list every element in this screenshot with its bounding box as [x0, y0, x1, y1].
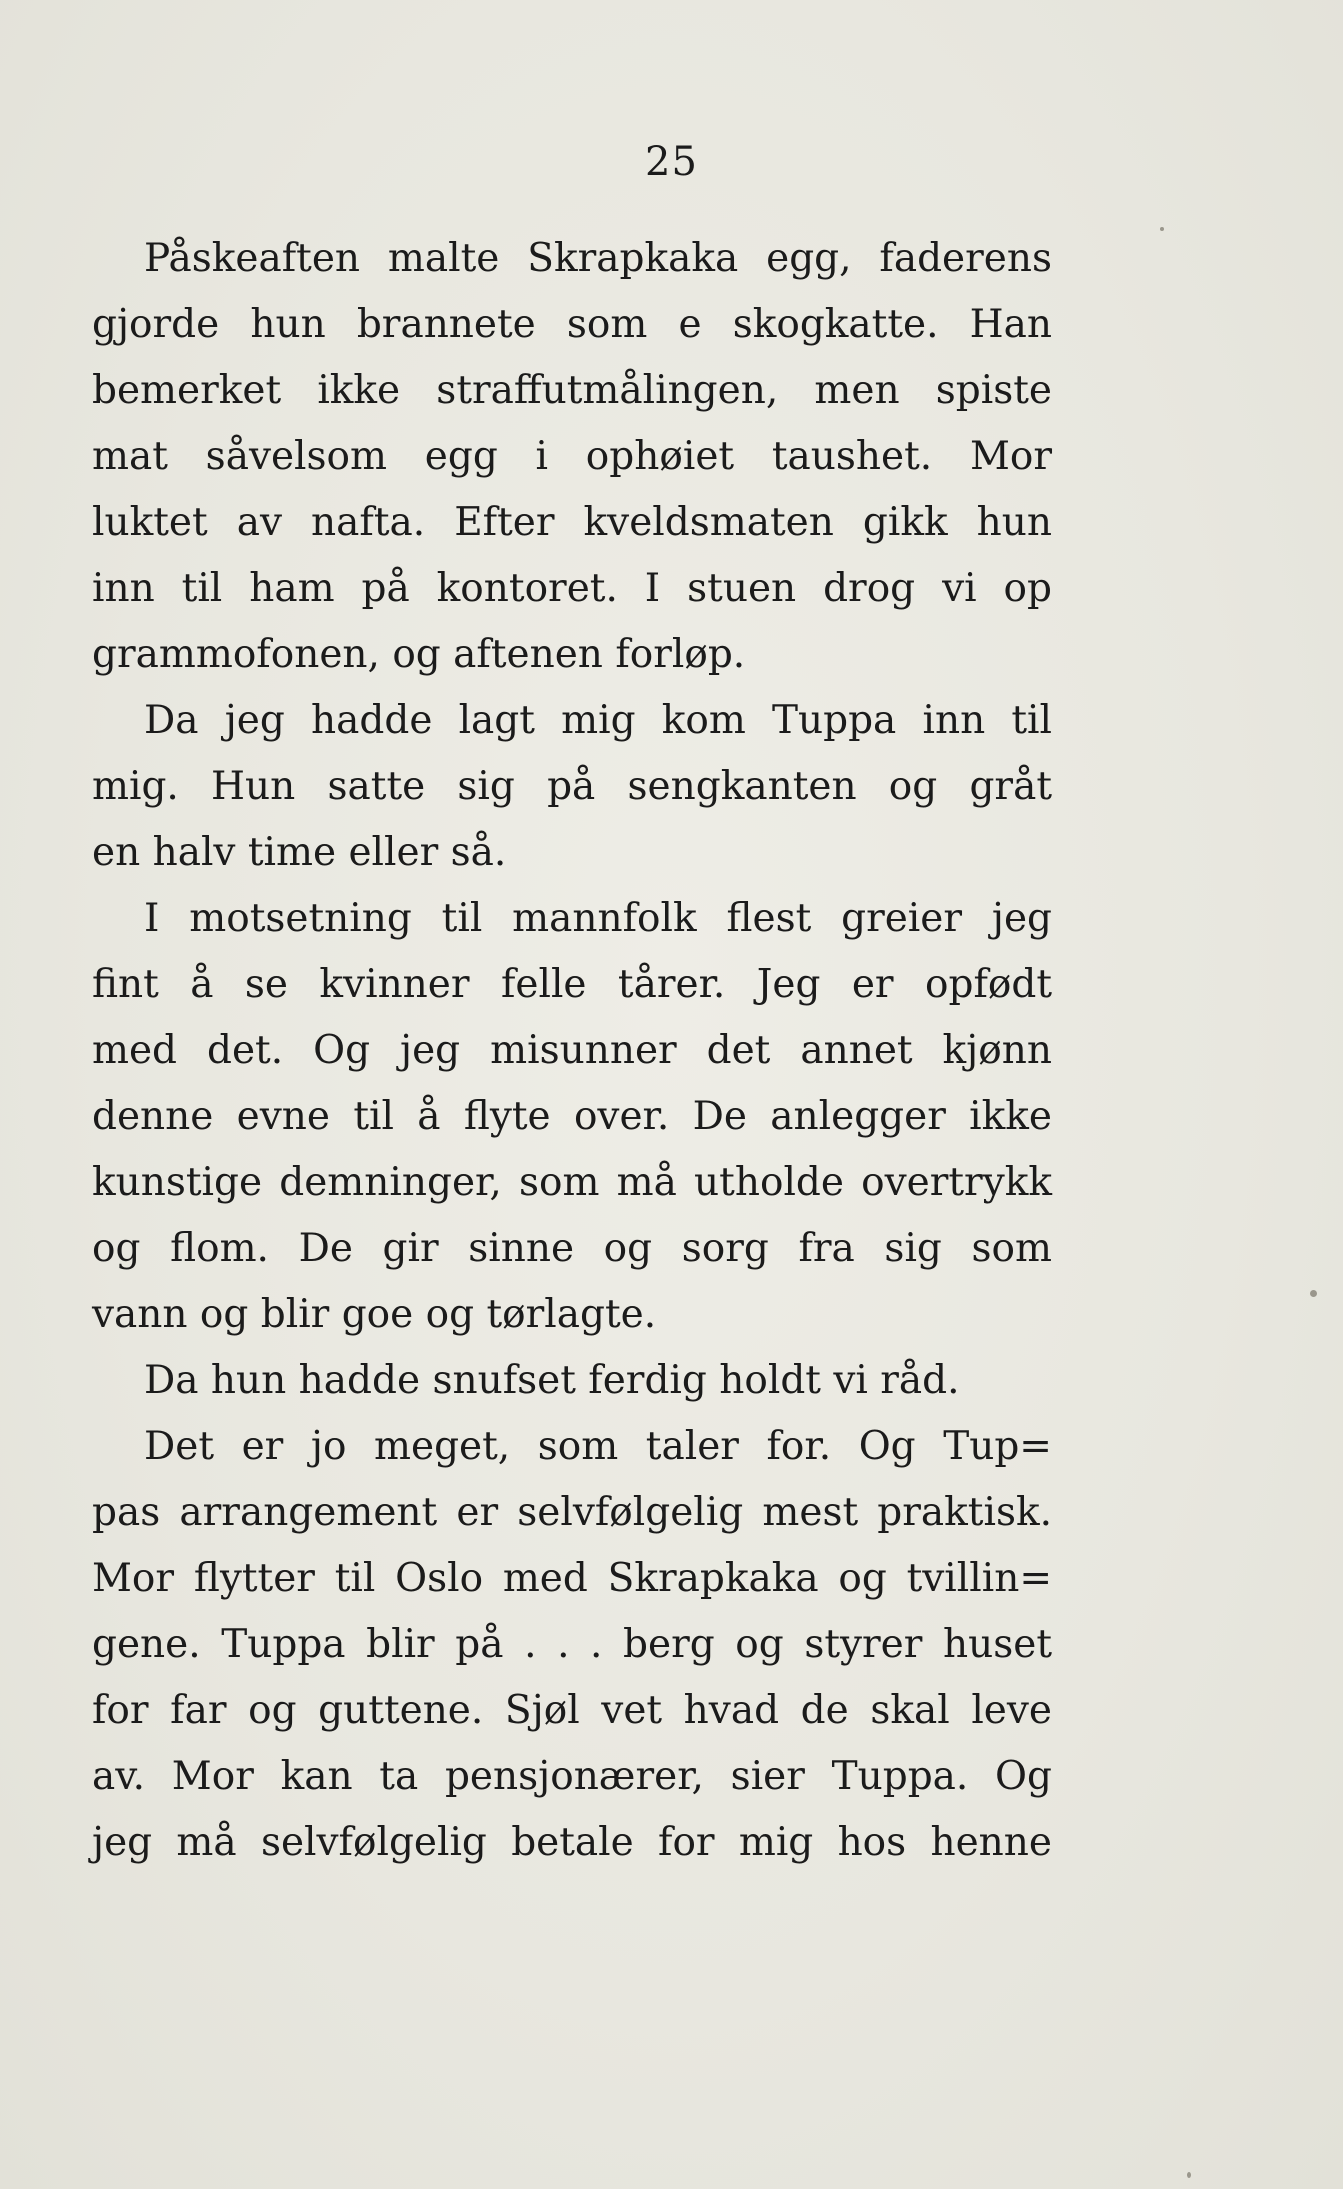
text-line: pas arrangement er selvfølgelig mest praktisk. [92, 1490, 1052, 1535]
text-line: Da jeg hadde lagt mig kom Tuppa inn til [144, 698, 1052, 743]
text-line: grammofonen, og aftenen forløp. [92, 632, 746, 677]
page-number: 25 [645, 139, 698, 185]
text-line: bemerket ikke straffutmålingen, men spiste [92, 368, 1052, 413]
text-line: en halv time eller så. [92, 830, 507, 875]
text-line: gene. Tuppa blir på . . . berg og styrer huset [92, 1622, 1052, 1667]
text-line: av. Mor kan ta pensjonærer, sier Tuppa. Og [92, 1754, 1052, 1799]
text-line: Påskeaften malte Skrapkaka egg, faderens [144, 236, 1052, 281]
text-line: I motsetning til mannfolk flest greier jeg [144, 896, 1052, 941]
paper-speck [1310, 1290, 1317, 1297]
paper-speck [1160, 227, 1164, 231]
text-line: jeg må selvfølgelig betale for mig hos henne [92, 1820, 1052, 1865]
text-line: kunstige demninger, som må utholde overtrykk [92, 1160, 1052, 1205]
text-line: denne evne til å flyte over. De anlegger ikke [92, 1094, 1052, 1139]
text-line: Mor flytter til Oslo med Skrapkaka og tvillin= [92, 1556, 1052, 1601]
body-text [92, 226, 1052, 1876]
text-line: vann og blir goe og tørlagte. [92, 1292, 657, 1337]
text-line: mat såvelsom egg i ophøiet taushet. Mor [92, 434, 1052, 479]
text-line: gjorde hun brannete som e skogkatte. Han [92, 302, 1052, 347]
text-line: med det. Og jeg misunner det annet kjønn [92, 1028, 1052, 1073]
text-line: fint å se kvinner felle tårer. Jeg er opfødt [92, 962, 1052, 1007]
text-line: Det er jo meget, som taler for. Og Tup= [144, 1424, 1052, 1469]
text-line: Da hun hadde snufset ferdig holdt vi råd. [144, 1358, 960, 1403]
text-line: for far og guttene. Sjøl vet hvad de skal leve [92, 1688, 1052, 1733]
text-line: og flom. De gir sinne og sorg fra sig som [92, 1226, 1052, 1271]
text-line: luktet av nafta. Efter kveldsmaten gikk hun [92, 500, 1052, 545]
paper-speck [1187, 2172, 1191, 2178]
text-line: mig. Hun satte sig på sengkanten og gråt [92, 764, 1052, 809]
text-line: inn til ham på kontoret. I stuen drog vi op [92, 566, 1052, 611]
